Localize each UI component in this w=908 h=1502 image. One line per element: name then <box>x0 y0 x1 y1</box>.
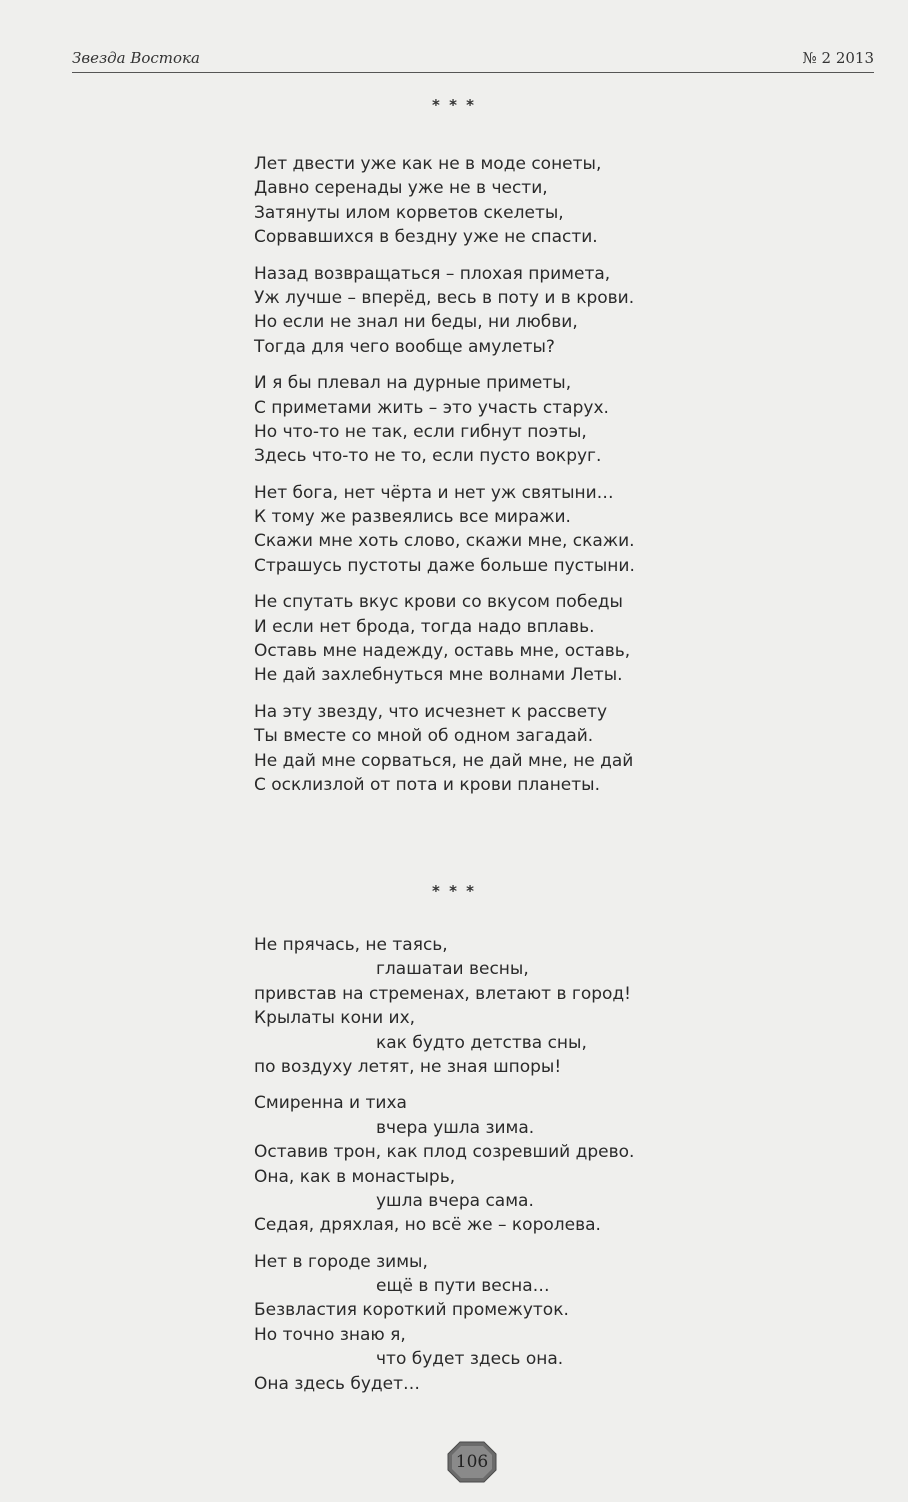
verse-line: Оставь мне надежду, оставь мне, оставь, <box>254 641 631 662</box>
stanza <box>254 152 814 250</box>
verse-line: Затянуты илом корветов скелеты, <box>254 202 564 223</box>
verse-line: Но что-то не так, если гибнут поэты, <box>254 421 587 442</box>
stanza <box>254 1091 814 1237</box>
poem-2 <box>254 933 814 1396</box>
verse-line: Нет бога, нет чёрта и нет уж святыни… <box>254 482 614 503</box>
stanza <box>254 1250 814 1396</box>
verse-line: что будет здесь она. <box>376 1349 564 1370</box>
stanza <box>254 371 814 469</box>
verse-line: Безвластия короткий промежуток. <box>254 1300 569 1321</box>
verse-line: Страшусь пустоты даже больше пустыни. <box>254 555 635 576</box>
verse-line: Сорвавшихся в бездну уже не спасти. <box>254 227 598 248</box>
verse-line: ещё в пути весна… <box>376 1276 550 1297</box>
verse-line: К тому же развеялись все миражи. <box>254 507 571 528</box>
verse-line: Скажи мне хоть слово, скажи мне, скажи. <box>254 531 635 552</box>
verse-line: И я бы плевал на дурные приметы, <box>254 373 572 394</box>
verse-line: Седая, дряхлая, но всё же – королева. <box>254 1215 601 1236</box>
verse-line: Давно серенады уже не в чести, <box>254 178 548 199</box>
verse-line: Назад возвращаться – плохая примета, <box>254 263 611 284</box>
verse-line: С осклизлой от пота и крови планеты. <box>254 774 600 795</box>
verse-line: по воздуху летят, не зная шпоры! <box>254 1056 562 1077</box>
verse-line: Не дай мне сорваться, не дай мне, не дай <box>254 750 634 771</box>
verse-line: Ты вместе со мной об одном загадай. <box>254 726 594 747</box>
stanza <box>254 262 814 360</box>
verse-line: Крылаты кони их, <box>254 1008 416 1029</box>
page-number: 106 <box>455 1452 489 1472</box>
verse-line: Она здесь будет… <box>254 1373 420 1394</box>
verse-line: вчера ушла зима. <box>376 1117 535 1138</box>
verse-line: Тогда для чего вообще амулеты? <box>254 336 555 357</box>
poem-1 <box>254 152 814 797</box>
verse-line: привстав на стременах, влетают в город! <box>254 983 631 1004</box>
issue-number: № 2 2013 <box>802 49 874 67</box>
verse-line: Лет двести уже как не в моде сонеты, <box>254 154 602 174</box>
verse-line: Не спутать вкус крови со вкусом победы <box>254 592 623 613</box>
verse-line: Оставив трон, как плод созревший древо. <box>254 1142 635 1163</box>
verse-line: как будто детства сны, <box>376 1032 587 1053</box>
verse-line: Но если не знал ни беды, ни любви, <box>254 312 578 333</box>
page-number-badge <box>446 1440 498 1484</box>
verse-line: Здесь что-то не то, если пусто вокруг. <box>254 446 602 467</box>
stanza <box>254 933 814 1079</box>
page-header <box>0 0 908 80</box>
poem-divider-2: * * * <box>432 882 476 900</box>
verse-line: глашатаи весны, <box>376 959 529 980</box>
verse-line: Нет в городе зимы, <box>254 1251 428 1272</box>
verse-line: Но точно знаю я, <box>254 1324 406 1345</box>
verse-line: И если нет брода, тогда надо вплавь. <box>254 616 595 637</box>
stanza <box>254 590 814 688</box>
magazine-title: Звезда Востока <box>72 49 200 67</box>
verse-line: Не прячась, не таясь, <box>254 935 448 955</box>
verse-line: Уж лучше – вперёд, весь в поту и в крови. <box>254 287 635 308</box>
verse-line: Она, как в монастырь, <box>254 1166 456 1187</box>
poem-divider-1: * * * <box>432 96 476 114</box>
stanza <box>254 481 814 579</box>
verse-line: Не дай захлебнуться мне волнами Леты. <box>254 665 623 686</box>
verse-line: С приметами жить – это участь старух. <box>254 397 609 418</box>
stanza <box>254 700 814 798</box>
verse-line: ушла вчера сама. <box>376 1190 534 1211</box>
verse-line: На эту звезду, что исчезнет к рассвету <box>254 701 608 722</box>
header-rule <box>72 72 874 73</box>
verse-line: Смиренна и тиха <box>254 1093 407 1114</box>
